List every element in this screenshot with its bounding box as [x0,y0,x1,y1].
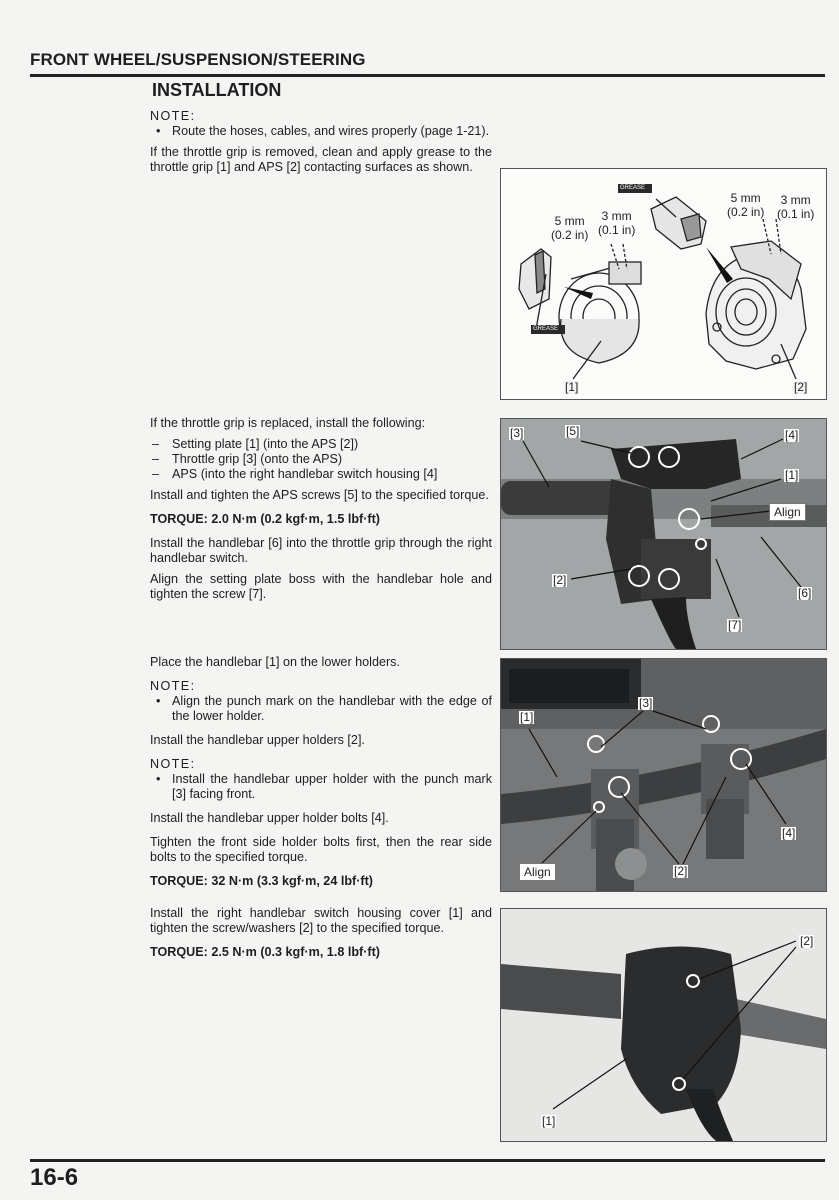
aps-screws-paragraph: Install and tighten the APS screws [5] to the specified torque. [150,488,489,502]
upper-holders-paragraph: Install the handlebar upper holders [2]. [150,733,365,747]
note-label: NOTE: [150,679,196,693]
fig3-align-tag: Align [519,863,556,881]
fig2-label-3: [3] [510,426,524,440]
dim-right-b-mm: 3 mm [780,193,811,207]
align-plate-paragraph: Align the setting plate boss with the handlebar hole and tighten the screw [7]. [150,572,492,601]
tighten-bolts-paragraph: Tighten the front side holder bolts first, then the rear side bolts to the specified torque. [150,835,492,864]
fig2-align-tag: Align [769,503,806,521]
list-item: – Setting plate [1] (into the APS [2]) [150,437,492,452]
list-item: – APS (into the right handlebar switch housing [4] [150,467,492,482]
fig4-label-1: [1] [542,1114,556,1128]
note-label: NOTE: [150,757,196,771]
fig1-label-2: [2] [794,380,808,394]
dim-right-b-in: (0.1 in) [777,207,815,221]
torque-spec: TORQUE: 32 N·m (3.3 kgf·m, 24 lbf·ft) [150,874,373,888]
replacement-intro: If the throttle grip is replaced, install the following: [150,416,426,430]
torque-spec: TORQUE: 2.0 N·m (0.2 kgf·m, 1.5 lbf·ft) [150,512,380,526]
note-label: NOTE: [150,109,196,123]
fig2-label-4: [4] [785,428,799,442]
dim-left-a-mm: 5 mm [554,214,585,228]
dim-right-b [777,193,814,221]
installation-note-block [150,109,492,175]
switch-cover-drawing [501,909,826,1141]
note-bullet: • Route the hoses, cables, and wires properly (page 1-21). [150,124,492,139]
handlebar-holder-drawing [501,659,826,891]
fig3-label-1: [1] [520,710,534,724]
dim-left-a [551,214,588,242]
replacement-list [150,437,492,482]
fig2-label-1: [1] [785,468,799,482]
switch-cover-block [150,906,492,960]
page-number: 16-6 [30,1164,79,1191]
dim-left-a-in: (0.2 in) [551,228,589,242]
place-handlebar-paragraph: Place the handlebar [1] on the lower holders. [150,655,400,669]
switch-cover-photo [500,908,827,1142]
dim-right-a [727,191,764,219]
fig2-label-2: [2] [553,573,567,587]
fig1-label-1: [1] [565,380,579,394]
handlebar-install-paragraph: Install the handlebar [6] into the throttle grip through the right handlebar switch. [150,536,492,565]
dim-right-a-mm: 5 mm [730,191,761,205]
header-rule [30,74,825,77]
dim-right-a-in: (0.2 in) [727,205,765,219]
dim-left-b-in: (0.1 in) [598,223,636,237]
page-title: INSTALLATION [152,80,282,100]
note-bullet: • Install the handlebar upper holder with the punch mark [3] facing front. [150,772,492,802]
grease-paragraph: If the throttle grip is removed, clean and apply grease to the throttle grip [1] and APS [2] contacting surfaces as shown. [150,145,492,174]
fig2-label-5: [5] [566,424,580,438]
throttle-replacement-block [150,416,492,602]
fig2-label-7: [7] [728,618,742,632]
list-item: – Throttle grip [3] (onto the APS) [150,452,492,467]
grease-tag-bottom: GREASE [533,326,559,332]
torque-spec: TORQUE: 2.5 N·m (0.3 kgf·m, 1.8 lbf·ft) [150,945,380,959]
fig3-label-3: [3] [639,696,653,710]
holder-bolts-paragraph: Install the handlebar upper holder bolts [4]. [150,811,389,825]
fig3-label-4: [4] [782,826,796,840]
footer-rule [30,1159,825,1162]
dim-left-b [598,209,635,237]
section-header: FRONT WHEEL/SUSPENSION/STEERING [30,50,366,69]
throttle-photo-drawing [501,419,826,649]
handlebar-holder-photo [500,658,827,892]
fig4-label-2: [2] [800,934,814,948]
grease-diagram [500,168,827,400]
grease-tag-top: GREASE [620,185,646,191]
dim-left-b-mm: 3 mm [601,209,632,223]
throttle-photo [500,418,827,650]
fig3-label-2: [2] [674,864,688,878]
fig2-label-6: [6] [798,586,812,600]
handlebar-holder-block [150,655,492,889]
note-bullet: • Align the punch mark on the handlebar with the edge of the lower holder. [150,694,492,724]
switch-cover-paragraph: Install the right handlebar switch housing cover [1] and tighten the screw/washers [2] to the specified torque. [150,906,492,935]
